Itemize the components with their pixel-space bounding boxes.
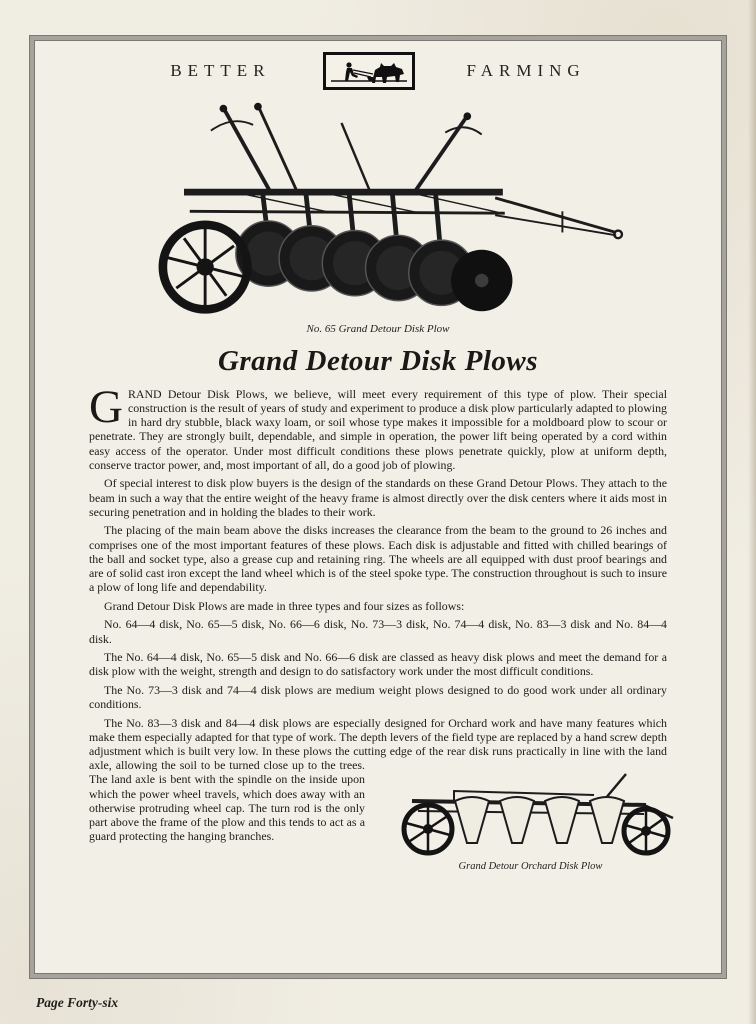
paragraph: Of special interest to disk plow buyers is the design of the standards on these Grand Detour Plows. They attach to the beam in such a way that the entire weight of the heavy frame is almost directly over the disk centers where it aids most in securing penetration and in holding the blades to their work.: [89, 476, 667, 519]
masthead-right-word: FARMING: [466, 61, 586, 80]
drop-cap: G: [89, 381, 123, 433]
orchard-figure-caption: Grand Detour Orchard Disk Plow: [458, 861, 603, 873]
article-body: [89, 381, 667, 873]
paragraph: Grand Detour Disk Plows are made in three types and four sizes as follows:: [104, 598, 465, 613]
scan-edge-shadow: [748, 0, 756, 1024]
paragraph: The No. 73—3 disk and 74—4 disk plows are medium weight plows designed to do good work under all ordinary conditions.: [89, 682, 667, 712]
orchard-plow-illustration-icon: [394, 761, 676, 857]
paragraph: No. 64—4 disk, No. 65—5 disk, No. 66—6 disk, No. 73—3 disk, No. 74—4 disk, No. 83—3 disk and No. 84—4 disk.: [89, 617, 667, 646]
paragraph-text: RAND Detour Disk Plows, we believe, will meet every requirement of this type of plow. Their special construction is the result of years of study and experiment to produce a disk plow particularly adapted to plowing in hard dry stubble, black waxy loam, or soil whose type makes it impossible for a moldboard plow to scour or penetrate. They are strongly built, dependable, and simple in operation, the power lift being operated by a cord within easy access of the operator. Under most difficult conditions these plows penetrate quickly, plow at uniform depth, conserve tractor power, and, most important of all, do a good job of plowing.: [89, 387, 667, 472]
paragraph: The placing of the main beam above the disks increases the clearance from the beam to the ground to 26 inches and comprises one of the most important features of these plows. Each disk is adjustable and fitted with chilled bearings of the ball and socket type, also a grease cup and retaining ring. The wheels are all equipped with dust proof bearings and are of solid cast iron except the land wheel which is of the steel spoke type. The construction throughout is such to insure a plow of long life and dependability.: [89, 523, 667, 595]
page-border-frame: [30, 36, 726, 978]
orchard-figure: [379, 761, 667, 874]
page-number-label: Page Forty-six: [36, 995, 119, 1010]
masthead-left-word: BETTER: [170, 61, 271, 80]
paragraph: The No. 64—4 disk, No. 65—5 disk and No. 66—6 disk are classed as heavy disk plows and meet the demand for a disk plow with the weight, strength and design to do satisfactory work under the most difficult conditions.: [89, 650, 667, 679]
page-title: Grand Detour Disk Plows: [217, 345, 539, 377]
main-figure-caption: No. 65 Grand Detour Disk Plow: [306, 323, 450, 335]
plowman-with-horses-logo-icon: [323, 52, 415, 90]
masthead: [89, 52, 667, 90]
paragraph-orchard: [89, 715, 667, 873]
paragraph-text: The No. 83—3 disk and 84—4 disk plows are especially designed for Orchard work and have many features which make them especially adapted for that type of work. The depth levers of the field type are replaced by a hand screw depth adjustment which is built very low. In these plows the cutting edge of the rear disk runs practically in line with the land axle, allowing the soil: [89, 715, 667, 773]
paragraph: [89, 381, 667, 472]
paragraph-text: to be turned close up to the trees. The land axle is bent with the spindle on the inside upon which the power wheel travels, which does away with an otherwise protruding wheel cap. The turn rod is the only part above the frame of the plow and this tends to act as a guard protecting the hanging branches.: [89, 758, 365, 844]
main-figure: [89, 98, 667, 335]
page-content: [39, 45, 717, 969]
disk-plow-illustration-icon: [128, 98, 628, 316]
